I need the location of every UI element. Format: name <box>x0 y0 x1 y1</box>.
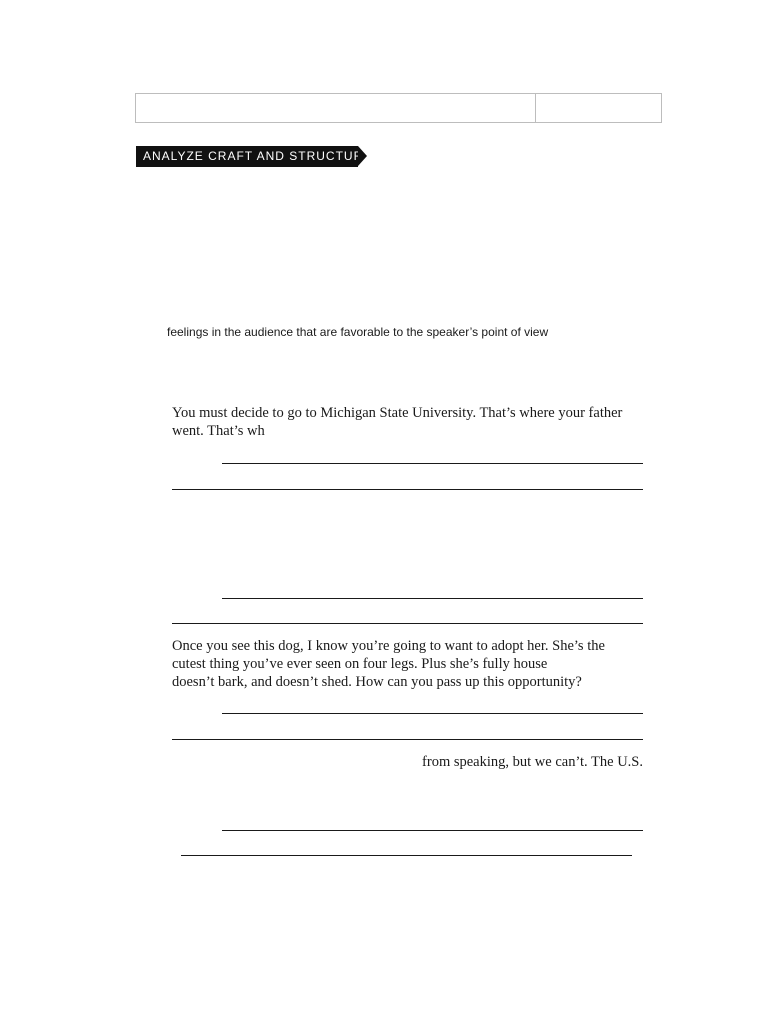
header-cell-name <box>136 94 536 122</box>
passage-1-line-1: You must decide to go to Michigan State University. That’s where your father <box>172 405 623 421</box>
header-cell-date <box>536 94 661 122</box>
section-banner: ANALYZE CRAFT AND STRUCTURE <box>136 146 358 167</box>
answer-line-2a[interactable] <box>222 598 643 599</box>
passage-1 <box>172 404 647 440</box>
answer-line-2b[interactable] <box>172 623 643 624</box>
header-table <box>135 93 662 123</box>
passage-3-line-1: from speaking, but we can’t. The U.S. <box>422 754 643 770</box>
answer-line-4a[interactable] <box>222 830 643 831</box>
answer-line-1a[interactable] <box>222 463 643 464</box>
banner-arrow-icon <box>358 146 367 166</box>
passage-2 <box>172 637 647 691</box>
answer-line-4b[interactable] <box>181 855 632 856</box>
answer-line-1b[interactable] <box>172 489 643 490</box>
passage-1-line-2: went. That’s wh <box>172 423 265 439</box>
passage-2-line-1: Once you see this dog, I know you’re going to want to adopt her. She’s the <box>172 638 605 654</box>
passage-2-line-2: cutest thing you’ve ever seen on four legs. Plus she’s fully house <box>172 656 548 672</box>
answer-line-3a[interactable] <box>222 713 643 714</box>
passage-2-line-3: doesn’t bark, and doesn’t shed. How can you pass up this opportunity? <box>172 674 582 690</box>
answer-line-3b[interactable] <box>172 739 643 740</box>
definition-text: feelings in the audience that are favorable to the speaker’s point of view <box>167 325 549 339</box>
